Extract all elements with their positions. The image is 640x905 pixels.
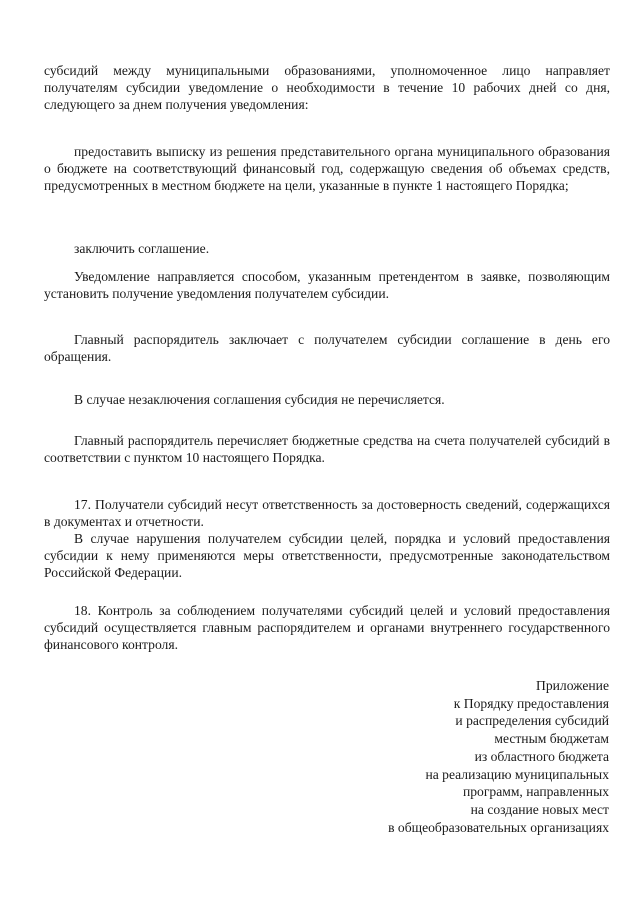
paragraph-6: В случае незаключения соглашения субсидия не перечисляется. <box>74 392 445 407</box>
appendix-line: местным бюджетам <box>494 731 609 747</box>
appendix-block <box>388 677 609 836</box>
paragraph-3: заключить соглашение. <box>74 241 210 256</box>
appendix-line: Приложение <box>536 678 609 693</box>
paragraph-1: субсидий между муниципальными образованиями, уполномоченное лицо направляет получателям субсидии уведомление о необходимости в течение 10 рабочих дней со дня, следующего за днем получения уведомления: <box>44 63 610 113</box>
appendix-line: и распределения субсидий <box>455 713 609 729</box>
paragraph-4: Уведомление направляется способом, указанным претендентом в заявке, позволяющим установить получение уведомления получателем субсидии. <box>44 269 610 302</box>
paragraph-7: Главный распорядитель перечисляет бюджетные средства на счета получателей субсидий в соответствии с пунктом 10 настоящего Порядка. <box>44 433 610 466</box>
appendix-line: к Порядку предоставления <box>453 695 609 711</box>
appendix-line: на создание новых мест <box>470 801 609 817</box>
paragraph-10: 18. Контроль за соблюдением получателями субсидий целей и условий предоставления субсидий осуществляется главным распорядителем и органами внутреннего государственного финансового контроля. <box>44 603 610 653</box>
appendix-line: в общеобразовательных организациях <box>388 819 609 835</box>
paragraph-5: Главный распорядитель заключает с получателем субсидии соглашение в день его обращения. <box>44 332 610 365</box>
appendix-line: из областного бюджета <box>474 748 609 764</box>
appendix-line: на реализацию муниципальных <box>425 766 609 782</box>
paragraph-2: предоставить выписку из решения представительного органа муниципального образования о бюджете на соответствующий финансовый год, содержащую сведения об объемах средств, предусмотренных в местном бюджете на цели, указанные в пункте 1 настоящего Порядка; <box>44 144 610 194</box>
paragraph-8: 17. Получатели субсидий несут ответственность за достоверность сведений, содержащихся в документах и отчетности. <box>44 497 610 530</box>
paragraph-9: В случае нарушения получателем субсидии целей, порядка и условий предоставления субсидии к нему применяются меры ответственности, предусмотренные законодательством Российской Федерации. <box>44 531 610 581</box>
appendix-line: программ, направленных <box>462 784 609 800</box>
